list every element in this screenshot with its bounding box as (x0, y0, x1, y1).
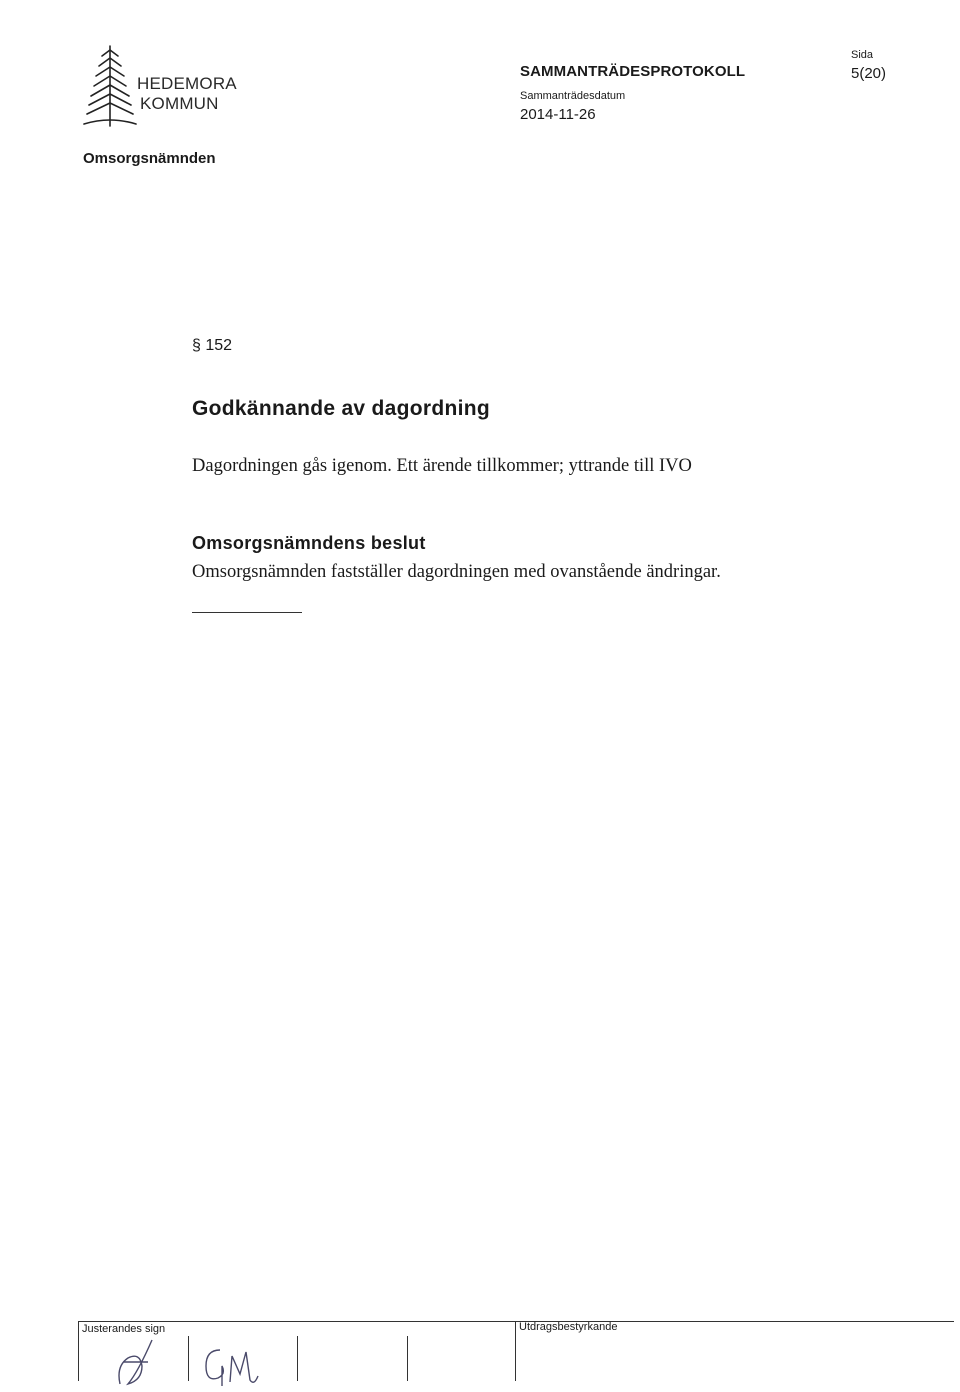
signature-2 (198, 1332, 268, 1390)
decision-heading: Omsorgsnämndens beslut (192, 533, 426, 553)
decision-text: Omsorgsnämnden fastställer dagordningen med ovanstående ändringar. (192, 562, 721, 582)
date-label: Sammanträdesdatum (520, 90, 626, 102)
footer-box-divider (515, 1321, 516, 1381)
logo-line-1: HEDEMORA (137, 74, 237, 93)
section-body: Dagordningen gås igenom. Ett ärende tillkommer; yttrande till IVO (192, 456, 692, 476)
justerandes-sign-label: Justerandes sign (82, 1323, 166, 1335)
footer-box-divider (188, 1336, 189, 1381)
paragraph-number: § 152 (192, 337, 233, 354)
utdragsbestyrkande-label: Utdragsbestyrkande (519, 1321, 618, 1333)
document-type: SAMMANTRÄDESPROTOKOLL (520, 63, 746, 80)
footer-rule (78, 1321, 954, 1322)
logo-text (137, 74, 237, 114)
footer-box-divider (407, 1336, 408, 1381)
section-title: Godkännande av dagordning (192, 397, 491, 420)
signature-1 (108, 1332, 168, 1390)
footer-box-divider (297, 1336, 298, 1381)
section-divider (192, 612, 302, 613)
logo-line-2: KOMMUN (140, 94, 219, 113)
committee-name: Omsorgsnämnden (83, 150, 216, 167)
page-label: Sida (851, 49, 874, 61)
page-number: 5(20) (851, 65, 887, 82)
footer-box-left-edge (78, 1321, 79, 1381)
meeting-date: 2014-11-26 (520, 106, 596, 123)
